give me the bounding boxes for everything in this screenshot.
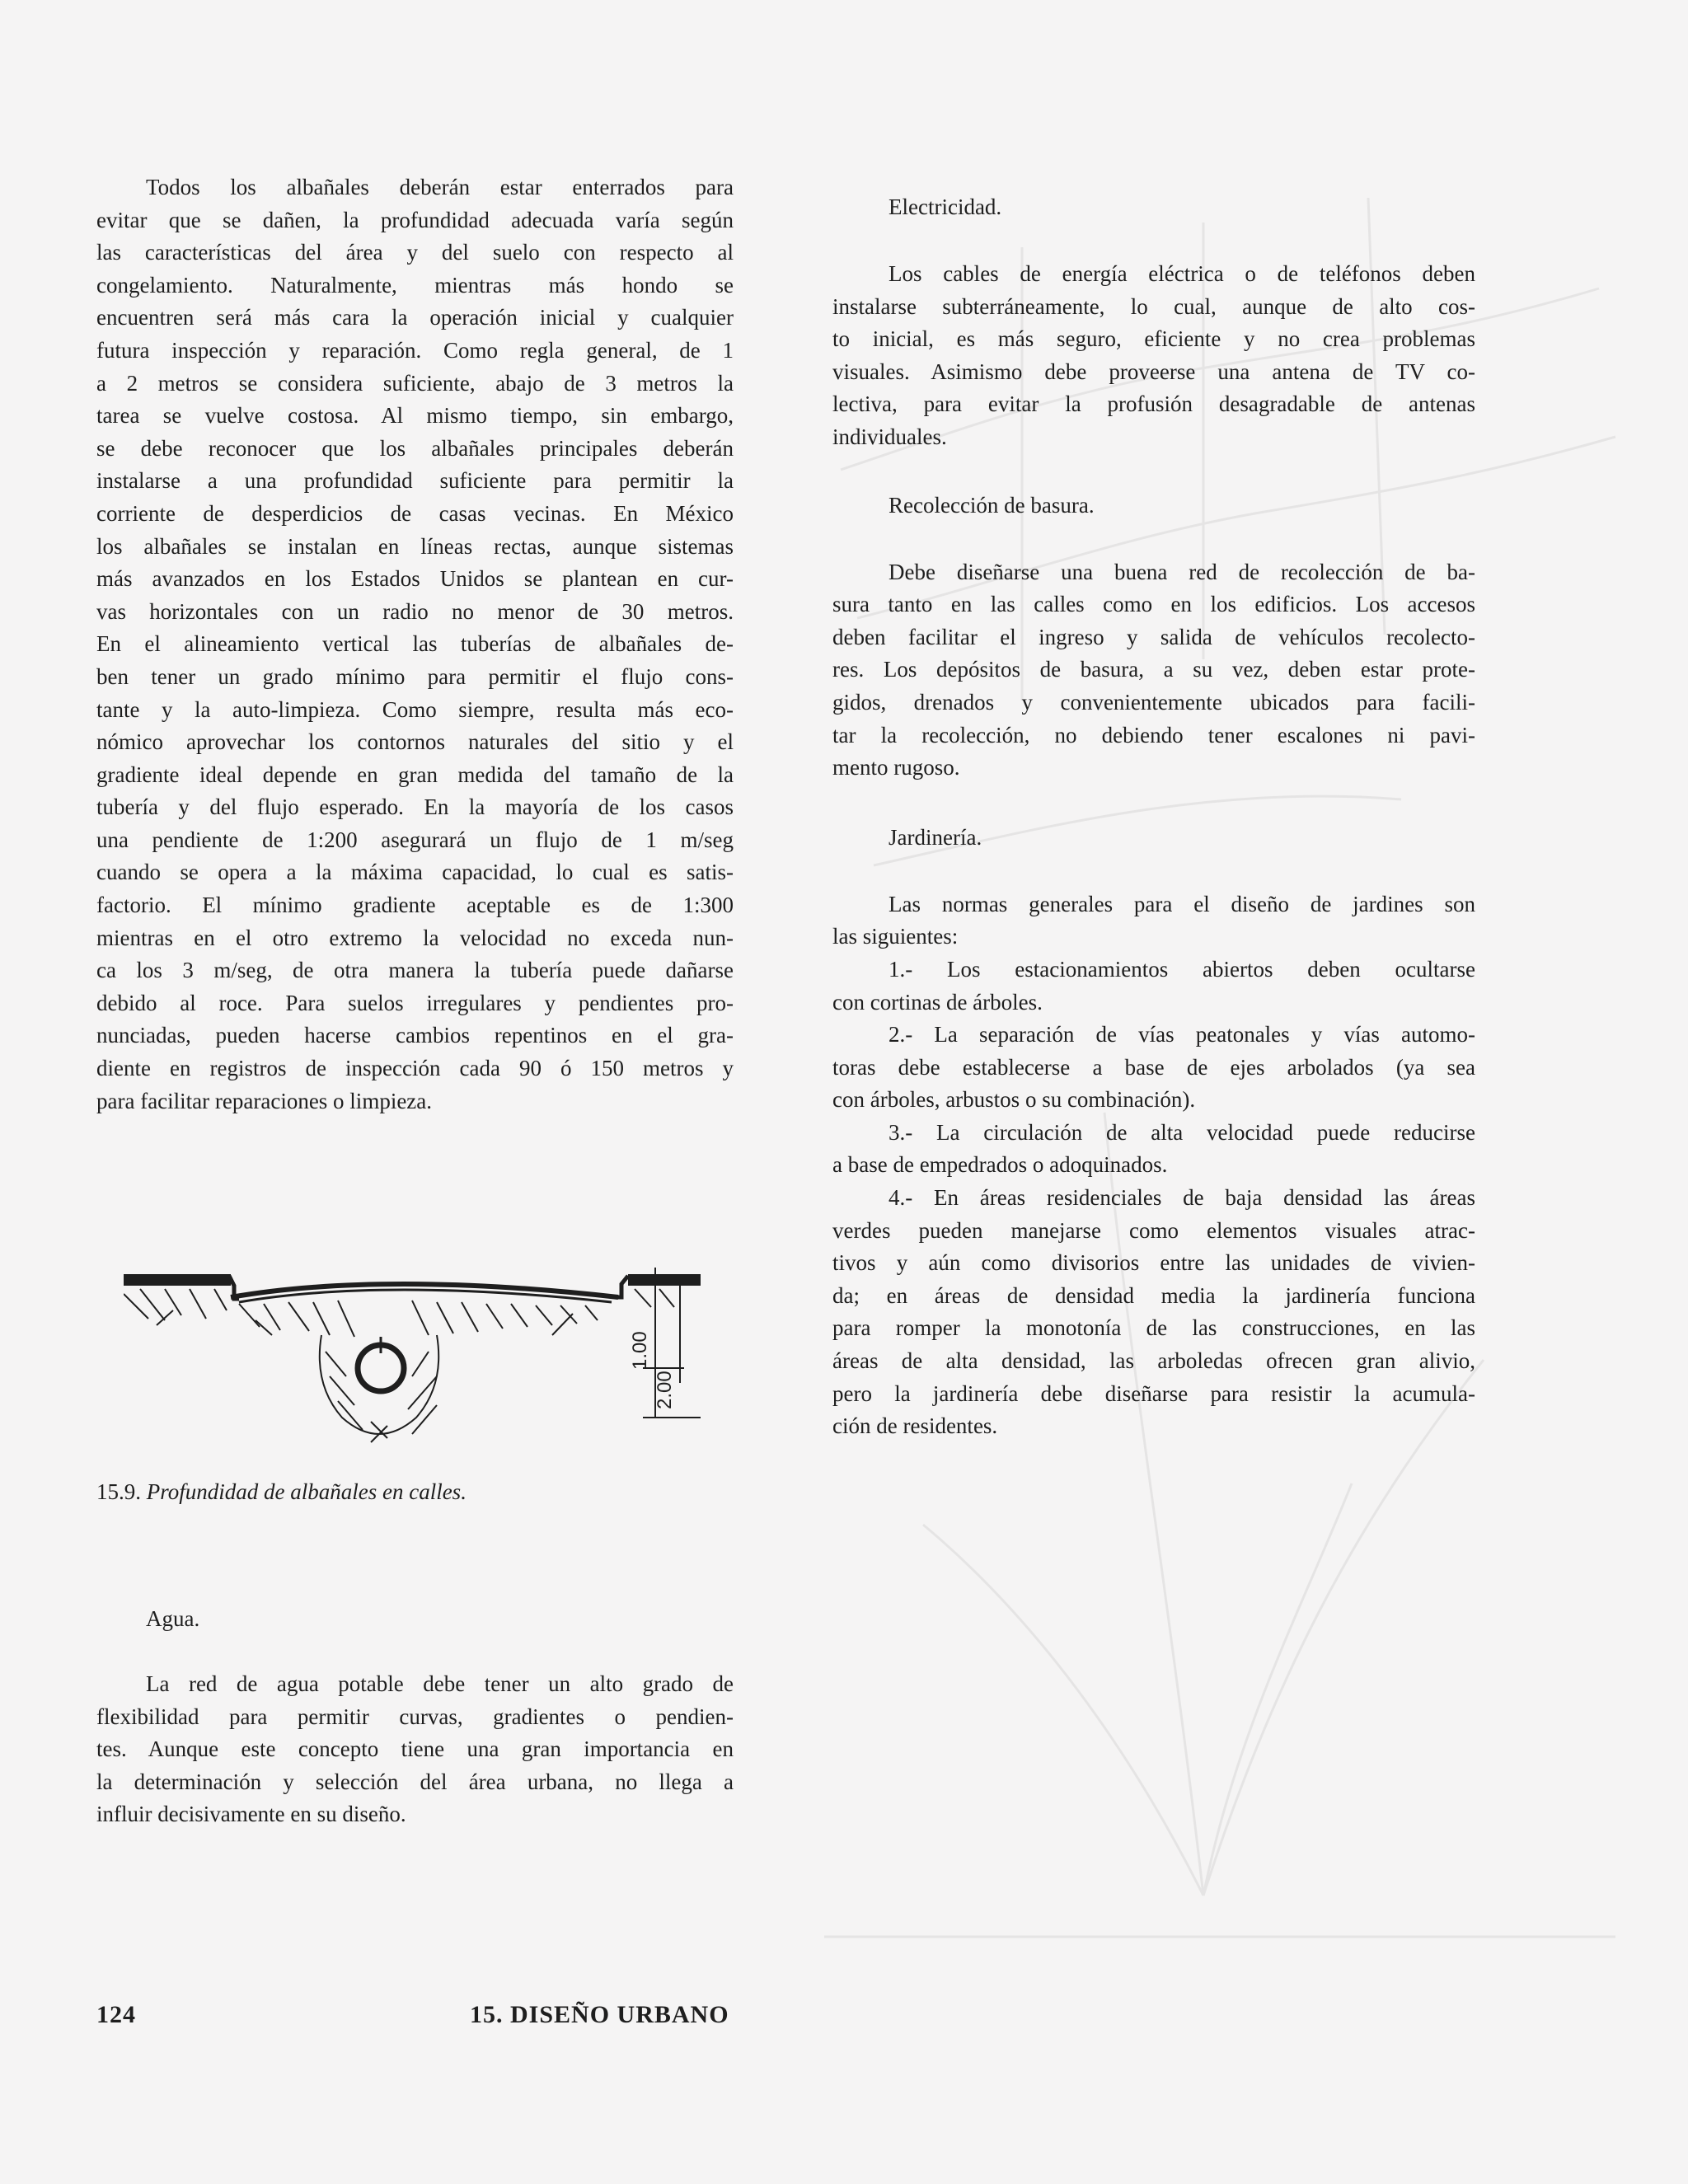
text-line: deben facilitar el ingreso y salida de vehículos recolecto- — [832, 624, 1475, 649]
text-line: instalarse a una profundidad suficiente para permitir la — [96, 468, 734, 494]
text-line: para romper la monotonía de las construcciones, en las — [832, 1315, 1475, 1341]
text-line: da; en áreas de densidad media la jardinería funciona — [832, 1282, 1475, 1308]
text-line: mientras en el otro extremo la velocidad no exceda nun- — [96, 925, 734, 950]
text-line: una pendiente de 1:200 asegurará un flujo de 1 m/seg — [96, 827, 734, 852]
text-line: congelamiento. Naturalmente, mientras más hondo se — [96, 272, 734, 298]
text-line: a base de empedrados o adoquinados. — [832, 1152, 1168, 1178]
sewer-paragraph — [96, 171, 734, 1118]
text-line: La red de agua potable debe tener un alto grado de — [146, 1671, 734, 1696]
dimension-label-1m: 1.00 — [629, 1331, 651, 1370]
text-line: corriente de desperdicios de casas vecinas. En México — [96, 500, 734, 526]
text-line: influir decisivamente en su diseño. — [96, 1802, 406, 1827]
list-item: 4.- En áreas residenciales de baja densidad las áreas — [889, 1185, 1475, 1211]
gardening-paragraph — [832, 888, 1475, 1443]
list-item: 3.- La circulación de alta velocidad puede reducirse — [889, 1119, 1475, 1145]
water-section — [96, 1602, 734, 1831]
text-line: visuales. Asimismo debe proveerse una antena de TV co- — [832, 359, 1475, 384]
text-line: gidos, drenados y convenientemente ubicados para facili- — [832, 689, 1475, 715]
chapter-title: 15. DISEÑO URBANO — [470, 2001, 729, 2028]
text-line: verdes pueden manejarse como elementos visuales atrac- — [832, 1217, 1475, 1243]
electricity-heading: Electricidad. — [889, 194, 1002, 219]
text-line: Debe diseñarse una buena red de recolección de ba- — [889, 559, 1475, 584]
text-line: futura inspección y reparación. Como regla general, de 1 — [96, 337, 734, 363]
figure-caption — [96, 1479, 467, 1505]
text-line: tes. Aunque este concepto tiene una gran importancia en — [96, 1736, 734, 1762]
text-line: nunciadas, pueden hacerse cambios repentinos en el gra- — [96, 1023, 734, 1048]
text-line: más avanzados en los Estados Unidos se plantean en cur- — [96, 566, 734, 592]
text-line: vas horizontales con un radio no menor de 30 metros. — [96, 598, 734, 624]
right-column — [832, 190, 1475, 1443]
text-line: nómico aprovechar los contornos naturales del sitio y el — [96, 729, 734, 755]
text-line: factorio. El mínimo gradiente aceptable es de 1:300 — [96, 893, 734, 918]
list-item: 1.- Los estacionamientos abiertos deben ocultarse — [889, 956, 1475, 982]
left-column — [96, 171, 734, 1118]
text-line: cuando se opera a la máxima capacidad, lo cual es satis- — [96, 860, 734, 885]
text-line: tante y la auto-limpieza. Como siempre, resulta más eco- — [96, 696, 734, 722]
sewer-depth-diagram — [124, 1261, 701, 1459]
left-sidewalk-slab — [124, 1274, 231, 1286]
text-line: to inicial, es más seguro, eficiente y no crea problemas — [832, 326, 1475, 352]
text-line: para facilitar reparaciones o limpieza. — [96, 1088, 433, 1113]
text-line: evitar que se dañen, la profundidad adecuada varía según — [96, 207, 734, 232]
text-line: tivos y aún como divisorios entre las unidades de vivien- — [832, 1250, 1475, 1276]
text-line: debido al roce. Para suelos irregulares y pendientes pro- — [96, 990, 734, 1015]
text-line: a 2 metros se considera suficiente, abajo de 3 metros la — [96, 370, 734, 396]
water-heading: Agua. — [146, 1606, 200, 1631]
text-line: la determinación y selección del área urbana, no llega a — [96, 1769, 734, 1794]
text-line: ción de residentes. — [832, 1413, 998, 1439]
text-line: res. Los depósitos de basura, a su vez, deben estar prote- — [832, 657, 1475, 682]
garbage-paragraph — [832, 556, 1475, 785]
text-line: Las normas generales para el diseño de jardines son — [889, 891, 1475, 916]
text-line: ben tener un grado mínimo para permitir el flujo cons- — [96, 663, 734, 689]
text-line: Todos los albañales deberán estar enterrados para — [146, 175, 734, 199]
text-line: lectiva, para evitar la profusión desagradable de antenas — [832, 391, 1475, 417]
text-line: tubería y del flujo esperado. En la mayoría de los casos — [96, 794, 734, 820]
text-line: pero la jardinería debe diseñarse para resistir la acumula- — [832, 1380, 1475, 1406]
text-line: las características del área y del suelo con respecto al — [96, 240, 734, 265]
page-number: 124 — [96, 2001, 136, 2028]
gardening-heading: Jardinería. — [889, 824, 982, 850]
text-line: instalarse subterráneamente, lo cual, aunque de alto cos- — [832, 293, 1475, 319]
text-line: los albañales se instalan en líneas rectas, aunque sistemas — [96, 533, 734, 559]
text-line: encuentren será más cara la operación inicial y cualquier — [96, 305, 734, 330]
text-line: Los cables de energía eléctrica o de teléfonos deben — [889, 261, 1475, 286]
text-line: se debe reconocer que los albañales principales deberán — [96, 435, 734, 461]
text-line: tar la recolección, no debiendo tener escalones ni pavi- — [832, 722, 1475, 748]
text-line: En el alineamiento vertical las tuberías de albañales de- — [96, 631, 734, 657]
text-line: flexibilidad para permitir curvas, gradientes o pendien- — [96, 1704, 734, 1729]
caption-number: 15.9. — [96, 1479, 141, 1504]
soil-hatching — [124, 1289, 674, 1442]
text-line: sura tanto en las calles como en los edificios. Los accesos — [832, 592, 1475, 617]
text-line: diente en registros de inspección cada 90 ó 150 metros y — [96, 1056, 734, 1081]
caption-text: Profundidad de albañales en calles. — [146, 1479, 467, 1504]
text-line: gradiente ideal depende en gran medida del tamaño de la — [96, 762, 734, 787]
text-line: mento rugoso. — [832, 755, 960, 780]
electricity-paragraph — [832, 258, 1475, 454]
water-paragraph — [96, 1668, 734, 1831]
garbage-heading: Recolección de basura. — [889, 492, 1095, 518]
text-line: ca los 3 m/seg, de otra manera la tubería puede dañarse — [96, 958, 734, 983]
text-line: con árboles, arbustos o su combinación). — [832, 1087, 1196, 1113]
text-line: individuales. — [832, 424, 947, 449]
text-line: con cortinas de árboles. — [832, 989, 1043, 1015]
list-item: 2.- La separación de vías peatonales y vías automo- — [889, 1022, 1475, 1047]
text-line: tarea se vuelve costosa. Al mismo tiempo, sin embargo, — [96, 403, 734, 429]
text-line: toras debe establecerse a base de ejes arbolados (ya sea — [832, 1054, 1475, 1080]
text-line: áreas de alta densidad, las arboledas ofrecen gran alivio, — [832, 1348, 1475, 1374]
text-line: las siguientes: — [832, 924, 959, 949]
dimension-label-2m: 2.00 — [654, 1371, 676, 1409]
